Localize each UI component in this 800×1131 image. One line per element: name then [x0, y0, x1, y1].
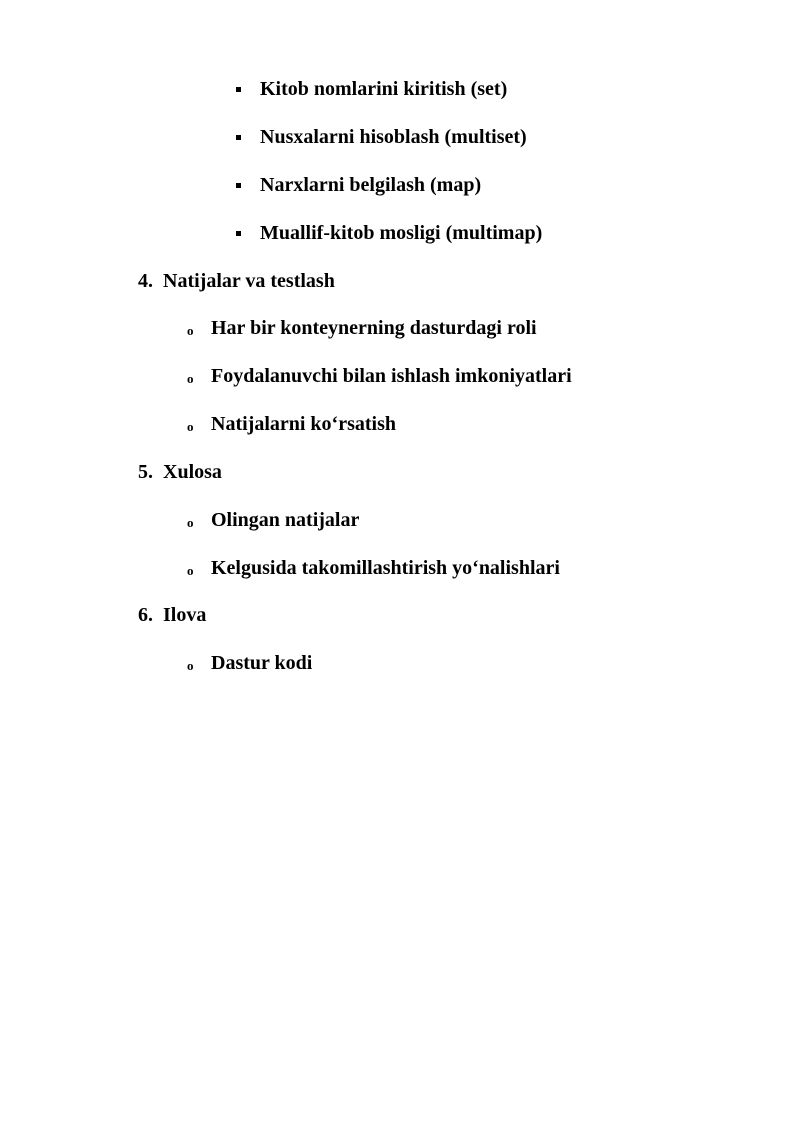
section-title: Natijalar va testlash [163, 270, 335, 292]
section-title: Xulosa [163, 461, 222, 483]
square-bullet [236, 135, 241, 140]
list-item: Kelgusida takomillashtirish yo‘nalishlari [211, 557, 560, 579]
list-item: Har bir konteynerning dasturdagi roli [211, 317, 537, 339]
square-bullet [236, 231, 241, 236]
list-item: Kitob nomlarini kiritish (set) [260, 78, 508, 100]
list-item: Foydalanuvchi bilan ishlash imkoniyatlari [211, 365, 572, 387]
section-number: 5. [138, 461, 153, 483]
list-item: Olingan natijalar [211, 509, 360, 531]
circle-bullet: o [187, 419, 194, 434]
list-item: Muallif-kitob mosligi (multimap) [260, 222, 543, 244]
list-item: Dastur kodi [211, 652, 313, 674]
section-title: Ilova [163, 604, 207, 626]
circle-bullet: o [187, 323, 194, 338]
list-item: Narxlarni belgilash (map) [260, 174, 482, 196]
square-bullet [236, 183, 241, 188]
circle-bullet: o [187, 515, 194, 530]
square-bullet [236, 87, 241, 92]
list-item: Natijalarni ko‘rsatish [211, 413, 396, 435]
list-item: Nusxalarni hisoblash (multiset) [260, 126, 527, 148]
circle-bullet: o [187, 563, 194, 578]
circle-bullet: o [187, 371, 194, 386]
circle-bullet: o [187, 658, 194, 673]
section-number: 4. [138, 270, 153, 292]
section-number: 6. [138, 604, 153, 626]
